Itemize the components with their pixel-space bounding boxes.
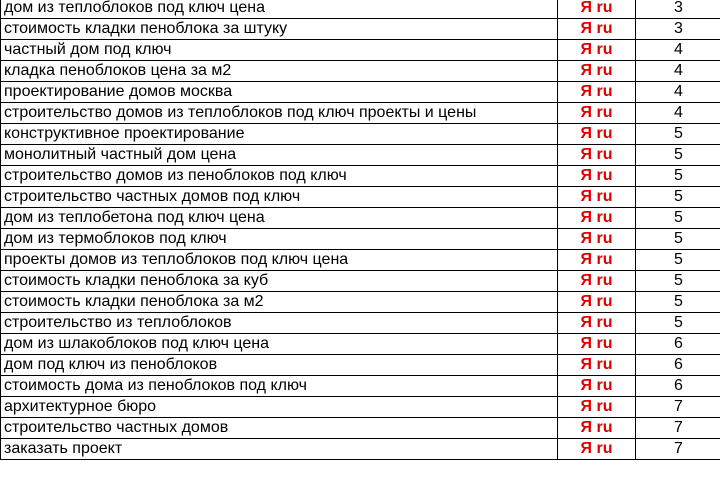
search-engine-cell: Я ru (558, 61, 636, 82)
table-row (1, 250, 720, 271)
table-row (1, 397, 720, 418)
search-engine-cell: Я ru (558, 208, 636, 229)
position-cell: 5 (636, 187, 720, 208)
position-cell: 5 (636, 250, 720, 271)
search-engine-cell: Я ru (558, 250, 636, 271)
search-engine-cell: Я ru (558, 124, 636, 145)
position-cell: 5 (636, 124, 720, 145)
position-cell: 5 (636, 145, 720, 166)
keyword-cell: строительство частных домов (1, 418, 558, 439)
search-engine-cell: Я ru (558, 229, 636, 250)
keyword-cell: дом из теплобетона под ключ цена (1, 208, 558, 229)
keyword-cell: монолитный частный дом цена (1, 145, 558, 166)
search-engine-cell: Я ru (558, 376, 636, 397)
keyword-cell: дом из термоблоков под ключ (1, 229, 558, 250)
search-engine-cell: Я ru (558, 0, 636, 19)
keyword-cell: проектирование домов москва (1, 82, 558, 103)
position-cell: 6 (636, 376, 720, 397)
position-cell: 3 (636, 0, 720, 19)
position-cell: 4 (636, 61, 720, 82)
table-row (1, 166, 720, 187)
position-cell: 7 (636, 418, 720, 439)
search-engine-cell: Я ru (558, 397, 636, 418)
keyword-cell: дом из шлакоблоков под ключ цена (1, 334, 558, 355)
position-cell: 7 (636, 439, 720, 460)
table-row (1, 19, 720, 40)
table-row (1, 229, 720, 250)
table-row (1, 103, 720, 124)
table-row (1, 187, 720, 208)
position-cell: 4 (636, 103, 720, 124)
keyword-cell: частный дом под ключ (1, 40, 558, 61)
position-cell: 4 (636, 82, 720, 103)
keyword-cell: строительство частных домов под ключ (1, 187, 558, 208)
table-row (1, 208, 720, 229)
search-engine-cell: Я ru (558, 313, 636, 334)
search-engine-cell: Я ru (558, 145, 636, 166)
keyword-cell: дом под ключ из пеноблоков (1, 355, 558, 376)
position-cell: 5 (636, 313, 720, 334)
position-cell: 5 (636, 292, 720, 313)
search-engine-cell: Я ru (558, 187, 636, 208)
keyword-cell: стоимость кладки пеноблока за куб (1, 271, 558, 292)
keyword-cell: архитектурное бюро (1, 397, 558, 418)
table-body (1, 0, 720, 460)
keyword-cell: строительство домов из теплоблоков под ключ проекты и цены (1, 103, 558, 124)
table-row (1, 313, 720, 334)
keyword-cell: дом из теплоблоков под ключ цена (1, 0, 558, 19)
position-cell: 4 (636, 40, 720, 61)
table-row (1, 0, 720, 19)
search-engine-cell: Я ru (558, 418, 636, 439)
search-engine-cell: Я ru (558, 40, 636, 61)
position-cell: 5 (636, 166, 720, 187)
table-row (1, 334, 720, 355)
search-engine-cell: Я ru (558, 439, 636, 460)
position-cell: 7 (636, 397, 720, 418)
search-engine-cell: Я ru (558, 271, 636, 292)
table-row (1, 271, 720, 292)
position-cell: 6 (636, 355, 720, 376)
table-row (1, 61, 720, 82)
keyword-cell: проекты домов из теплоблоков под ключ цена (1, 250, 558, 271)
table-row (1, 439, 720, 460)
search-engine-cell: Я ru (558, 292, 636, 313)
keyword-cell: конструктивное проектирование (1, 124, 558, 145)
position-cell: 5 (636, 208, 720, 229)
table-row (1, 124, 720, 145)
position-cell: 6 (636, 334, 720, 355)
table-row (1, 145, 720, 166)
search-engine-cell: Я ru (558, 166, 636, 187)
search-engine-cell: Я ru (558, 334, 636, 355)
search-engine-cell: Я ru (558, 355, 636, 376)
table-row (1, 40, 720, 61)
search-engine-cell: Я ru (558, 19, 636, 40)
search-engine-cell: Я ru (558, 82, 636, 103)
table-row (1, 376, 720, 397)
keyword-cell: стоимость кладки пеноблока за м2 (1, 292, 558, 313)
search-engine-cell: Я ru (558, 103, 636, 124)
position-cell: 3 (636, 19, 720, 40)
keyword-cell: строительство из теплоблоков (1, 313, 558, 334)
keyword-cell: строительство домов из пеноблоков под ключ (1, 166, 558, 187)
keyword-cell: кладка пеноблоков цена за м2 (1, 61, 558, 82)
table-row (1, 355, 720, 376)
table-row (1, 82, 720, 103)
table-row (1, 292, 720, 313)
keyword-cell: заказать проект (1, 439, 558, 460)
keyword-cell: стоимость кладки пеноблока за штуку (1, 19, 558, 40)
position-cell: 5 (636, 271, 720, 292)
position-cell: 5 (636, 229, 720, 250)
table-row (1, 418, 720, 439)
keyword-cell: стоимость дома из пеноблоков под ключ (1, 376, 558, 397)
